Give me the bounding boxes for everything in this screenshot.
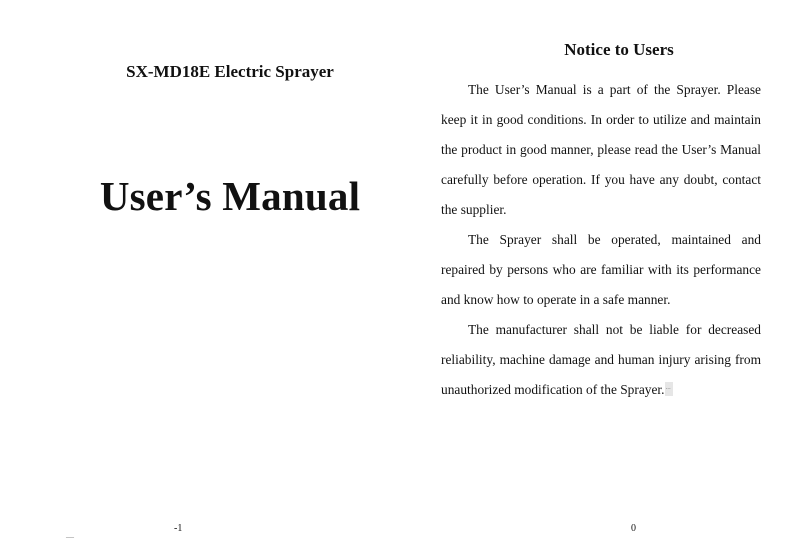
manual-title: User’s Manual bbox=[99, 173, 361, 219]
right-page bbox=[404, 0, 808, 558]
notice-paragraph-3 bbox=[441, 315, 761, 405]
notice-paragraph-2-text: The Sprayer shall be operated, maintained and repaired by persons who are familiar with its performance and know how to operate in a safe manner. bbox=[441, 232, 761, 307]
notice-paragraph-1-text: The User’s Manual is a part of the Sprayer. Please keep it in good conditions. In order to utilize and maintain the product in good manner, please read the User’s Manual carefully before operation. If you have any doubt, contact the supplier. bbox=[441, 82, 761, 217]
page-number-left: -1 bbox=[174, 523, 183, 534]
notice-heading: Notice to Users bbox=[564, 40, 674, 59]
footer-mark: — bbox=[66, 532, 74, 541]
notice-body bbox=[441, 75, 761, 405]
notice-paragraph-3-text: The manufacturer shall not be liable for decreased reliability, machine damage and human injury arising from unauthorized modification of the Sprayer. bbox=[441, 322, 761, 397]
paragraph-mark-icon bbox=[665, 382, 673, 396]
notice-paragraph-2 bbox=[441, 225, 761, 315]
notice-paragraph-1 bbox=[441, 75, 761, 225]
product-title: SX-MD18E Electric Sprayer bbox=[126, 62, 334, 81]
page-number-right: 0 bbox=[631, 523, 636, 534]
